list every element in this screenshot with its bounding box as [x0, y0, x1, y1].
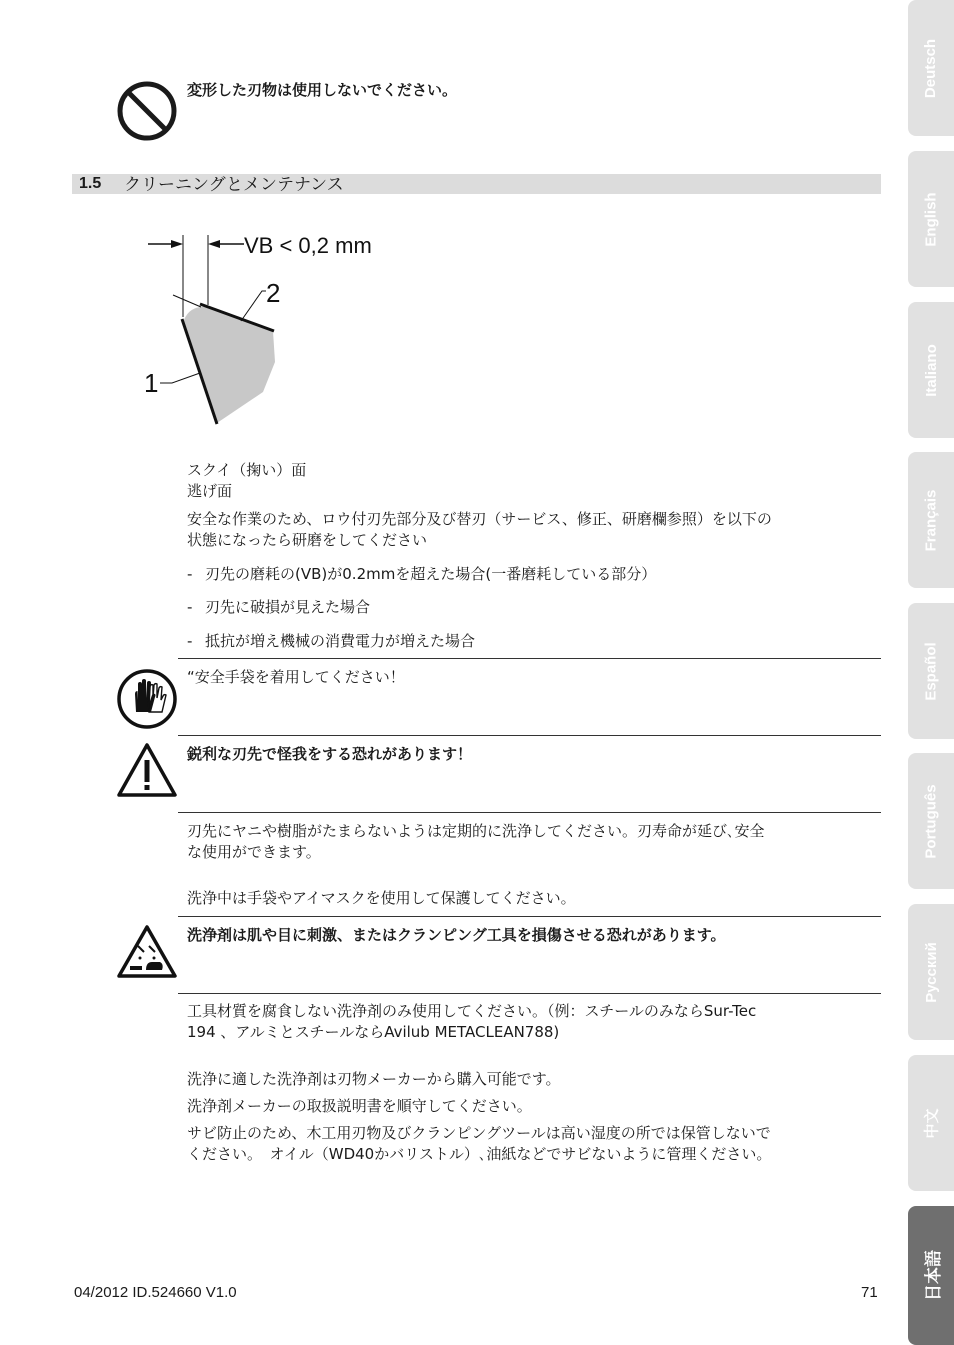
rust-line-2: ください。 オイル（WD40かバリストル）､油紙などでサビないように管理ください。	[187, 1145, 772, 1163]
divider	[178, 916, 881, 917]
figure-label-2: 2	[266, 278, 281, 308]
rust-line-1: サビ防止のため、木工用刃物及びクランピングツールは高い湿度の所では保管しないで	[187, 1124, 771, 1142]
tab-label: Русский	[922, 941, 940, 1003]
divider	[178, 658, 881, 659]
prohibition-icon	[116, 80, 178, 142]
bullet-item: 抵抗が増え機械の消費電力が増えた場合	[205, 632, 476, 650]
tab-chinese[interactable]	[908, 1055, 954, 1191]
bullet-marker: -	[187, 632, 193, 650]
page-number: 71	[861, 1284, 878, 1301]
caution-sharp-edge: 鋭利な刃先で怪我をする恐れがあります！	[187, 745, 473, 763]
footer-document-id: 04/2012 ID.524660 V1.0	[74, 1284, 237, 1301]
tab-english[interactable]	[908, 151, 954, 287]
bullet-marker: -	[187, 565, 193, 583]
tab-label: Deutsch	[922, 38, 940, 98]
leader-1	[160, 373, 200, 383]
divider	[178, 812, 881, 813]
tab-francais[interactable]	[908, 452, 954, 588]
legend-flank-face: 逃げ面	[187, 482, 233, 500]
gloves-notice: “安全手袋を着用してください！	[187, 668, 405, 686]
tab-label: Português	[922, 783, 940, 859]
tab-label: English	[922, 191, 940, 247]
warning-deformed-blade: 変形した刃物は使用しないでください。	[187, 81, 458, 99]
section-title: クリーニングとメンテナンス	[124, 175, 344, 195]
arrowhead-left	[171, 240, 183, 248]
tab-espanol[interactable]	[908, 603, 954, 739]
bullet-item: 刃先に破損が見えた場合	[205, 598, 371, 616]
bullet-marker: -	[187, 598, 193, 616]
tab-label: 日本語	[923, 1250, 943, 1301]
tab-label: Italiano	[922, 343, 940, 397]
corrosive-hazard-icon	[116, 924, 178, 979]
safety-gloves-icon	[116, 668, 178, 730]
intro-line-2: 状態になったら研磨をしてください	[187, 531, 428, 549]
protection-text: 洗浄中は手袋やアイマスクを使用して保護してください。	[187, 889, 576, 907]
bullet-item: 刃先の磨耗の(VB)が0.2mmを超えた場合(一番磨耗している部分）	[205, 565, 657, 583]
tab-label: Español	[922, 641, 940, 701]
tab-portugues[interactable]	[908, 753, 954, 889]
tab-japanese[interactable]	[908, 1206, 954, 1345]
manual-text: 洗浄剤メーカーの取扱説明書を順守してください。	[187, 1097, 532, 1115]
legend-rake-face: スクイ（掬い）面	[187, 461, 307, 479]
vb-label: VB < 0,2 mm	[244, 233, 372, 258]
arrowhead-right	[208, 240, 220, 248]
angle-marker	[173, 295, 201, 307]
divider	[178, 735, 881, 736]
tab-russian[interactable]	[908, 904, 954, 1040]
warning-triangle-icon	[116, 742, 178, 798]
cleaning-line-1: 刃先にヤニや樹脂がたまらないようは定期的に洗浄してください。刃寿命が延び､安全	[187, 822, 765, 840]
detergent-line-2: 194 、アルミとスチールならAvilub METACLEAN788)	[187, 1023, 560, 1041]
tab-italiano[interactable]	[908, 302, 954, 438]
detergent-line-1: 工具材質を腐食しない洗浄剤のみ使用してください。（例：スチールのみならSur-Tec	[187, 1002, 757, 1020]
tab-label: Français	[922, 489, 940, 551]
purchase-text: 洗浄に適した洗浄剤は刃物メーカーから購入可能です。	[187, 1070, 561, 1088]
tab-deutsch[interactable]	[908, 0, 954, 136]
divider	[178, 993, 881, 994]
caution-chemical: 洗浄剤は肌や目に刺激、またはクランピング工具を損傷させる恐れがあります。	[187, 926, 726, 944]
cleaning-line-2: な使用ができます。	[187, 843, 321, 861]
blade-wear-diagram	[140, 225, 410, 430]
intro-line-1: 安全な作業のため、ロウ付刃先部分及び替刃（サービス、修正、研磨欄参照）を以下の	[187, 510, 772, 528]
section-number: 1.5	[79, 175, 102, 192]
tab-label: 中文	[923, 1107, 941, 1139]
figure-label-1: 1	[144, 368, 159, 398]
leader-2	[241, 291, 266, 321]
